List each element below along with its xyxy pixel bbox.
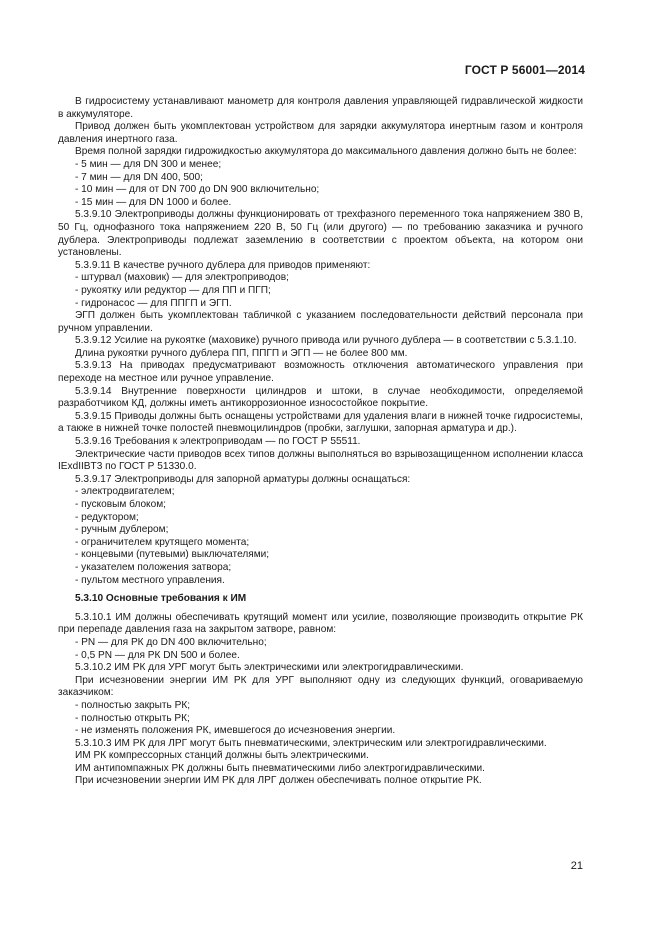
list-item: - полностью закрыть РК; xyxy=(75,699,191,711)
list-item: - 7 мин — для DN 400, 500; xyxy=(75,171,203,183)
list-item: - концевыми (путевыми) выключателями; xyxy=(75,549,270,561)
list-item: - 0,5 PN — для РК DN 500 и более. xyxy=(75,649,240,661)
document-header: ГОСТ Р 56001—2014 xyxy=(464,63,585,77)
paragraph: При исчезновении энергии ИМ РК для УРГ выполняют одну из следующих функций, оговариваемую заказчиком: xyxy=(58,674,583,699)
paragraph: Привод должен быть укомплектован устройством для зарядки аккумулятора инертным газом и контроля давления инертного газа. xyxy=(58,121,583,145)
list-item: - пусковым блоком; xyxy=(75,499,166,510)
document-body xyxy=(58,96,583,788)
list-item: - пультом местного управления. xyxy=(75,574,225,586)
paragraph: Электрические части приводов всех типов должны выполняться во взрывозащищенном исполнении класса IExdIIBT3 по ГОСТ Р 51330.0. xyxy=(58,448,583,473)
page-number: 21 xyxy=(570,860,583,872)
paragraph: 5.3.9.11 В качестве ручного дублера для приводов применяют: xyxy=(75,259,371,271)
paragraph: 5.3.9.15 Приводы должны быть оснащены устройствами для удаления влаги в нижней точке гидросистемы, а также в нижней точке полостей пневмоцилиндров (пробки, заглушки, запорная арматура и др.). xyxy=(58,410,583,435)
paragraph: 5.3.9.17 Электроприводы для запорной арматуры должны оснащаться: xyxy=(75,473,411,485)
list-item: - 10 мин — для от DN 700 до DN 900 включительно; xyxy=(75,184,320,196)
paragraph: 5.3.9.14 Внутренние поверхности цилиндров и штоки, в случае необходимости, определяемой разработчиком КД, должны иметь антикоррозионное износостойкое покрытие. xyxy=(58,385,583,410)
paragraph: ИМ антипомпажных РК должны быть пневматическими либо электрогидравлическими. xyxy=(75,762,485,774)
paragraph: 5.3.9.12 Усилие на рукоятке (маховике) ручного привода или ручного дублера — в соответствии с 5.3.1.10. xyxy=(75,335,577,347)
paragraph: 5.3.9.10 Электроприводы должны функционировать от трехфазного переменного тока напряжением 380 В, 50 Гц, однофазного тока напряжением 220 В, 50 Гц (или другого) — по требованию заказчика и ручного дублера. Электроприводы подлежат заземлению в соответствии с проектом объекта, на котором они установлены. xyxy=(58,209,583,259)
paragraph: Время полной зарядки гидрожидкостью аккумулятора до максимального давления должно быть не более: xyxy=(75,146,577,158)
paragraph: В гидросистему устанавливают манометр для контроля давления управляющей гидравлической жидкости в аккумуляторе. xyxy=(58,96,583,120)
paragraph: 5.3.9.16 Требования к электроприводам — по ГОСТ Р 55511. xyxy=(75,436,361,448)
list-item: - ограничителем крутящего момента; xyxy=(75,536,250,548)
paragraph: 5.3.10.3 ИМ РК для ЛРГ могут быть пневматическими, электрическим или электрогидравлическими. xyxy=(75,737,547,749)
list-item: - гидронасос — для ППГП и ЭГП. xyxy=(75,297,232,309)
paragraph: 5.3.10.2 ИМ РК для УРГ могут быть электрическими или электрогидравлическими. xyxy=(75,662,464,674)
list-item: - ручным дублером; xyxy=(75,524,169,536)
list-item: - 15 мин — для DN 1000 и более. xyxy=(75,196,232,208)
list-item: - полностью открыть РК; xyxy=(75,712,190,724)
list-item: - штурвал (маховик) — для электроприводов; xyxy=(75,272,289,284)
list-item: - 5 мин — для DN 300 и менее; xyxy=(75,158,222,170)
paragraph: 5.3.9.13 На приводах предусматривают возможность отключения автоматического управления при переходе на местное или ручное управление. xyxy=(58,360,583,385)
paragraph: Длина рукоятки ручного дублера ПП, ППГП и ЭГП — не более 800 мм. xyxy=(75,347,408,359)
list-item: - PN — для РК до DN 400 включительно; xyxy=(75,636,267,648)
list-item: - не изменять положения РК, имевшегося до исчезновения энергии. xyxy=(75,725,396,737)
paragraph: ЭГП должен быть укомплектован табличкой с указанием последовательности действий персонала при ручном управлении. xyxy=(58,310,583,334)
section-heading: 5.3.10 Основные требования к ИМ xyxy=(75,593,247,605)
list-item: - рукоятку или редуктор — для ПП и ПГП; xyxy=(75,284,271,296)
paragraph: 5.3.10.1 ИМ должны обеспечивать крутящий момент или усилие, позволяющие производить открытие РК при перепаде давления газа на закрытом затворе, равном: xyxy=(58,611,583,636)
paragraph: ИМ РК компрессорных станций должны быть электрическими. xyxy=(75,750,369,762)
paragraph: При исчезновении энергии ИМ РК для ЛРГ должен обеспечивать полное открытие РК. xyxy=(75,775,482,787)
list-item: - редуктором; xyxy=(75,511,139,523)
list-item: - электродвигателем; xyxy=(75,486,175,498)
list-item: - указателем положения затвора; xyxy=(75,561,232,573)
